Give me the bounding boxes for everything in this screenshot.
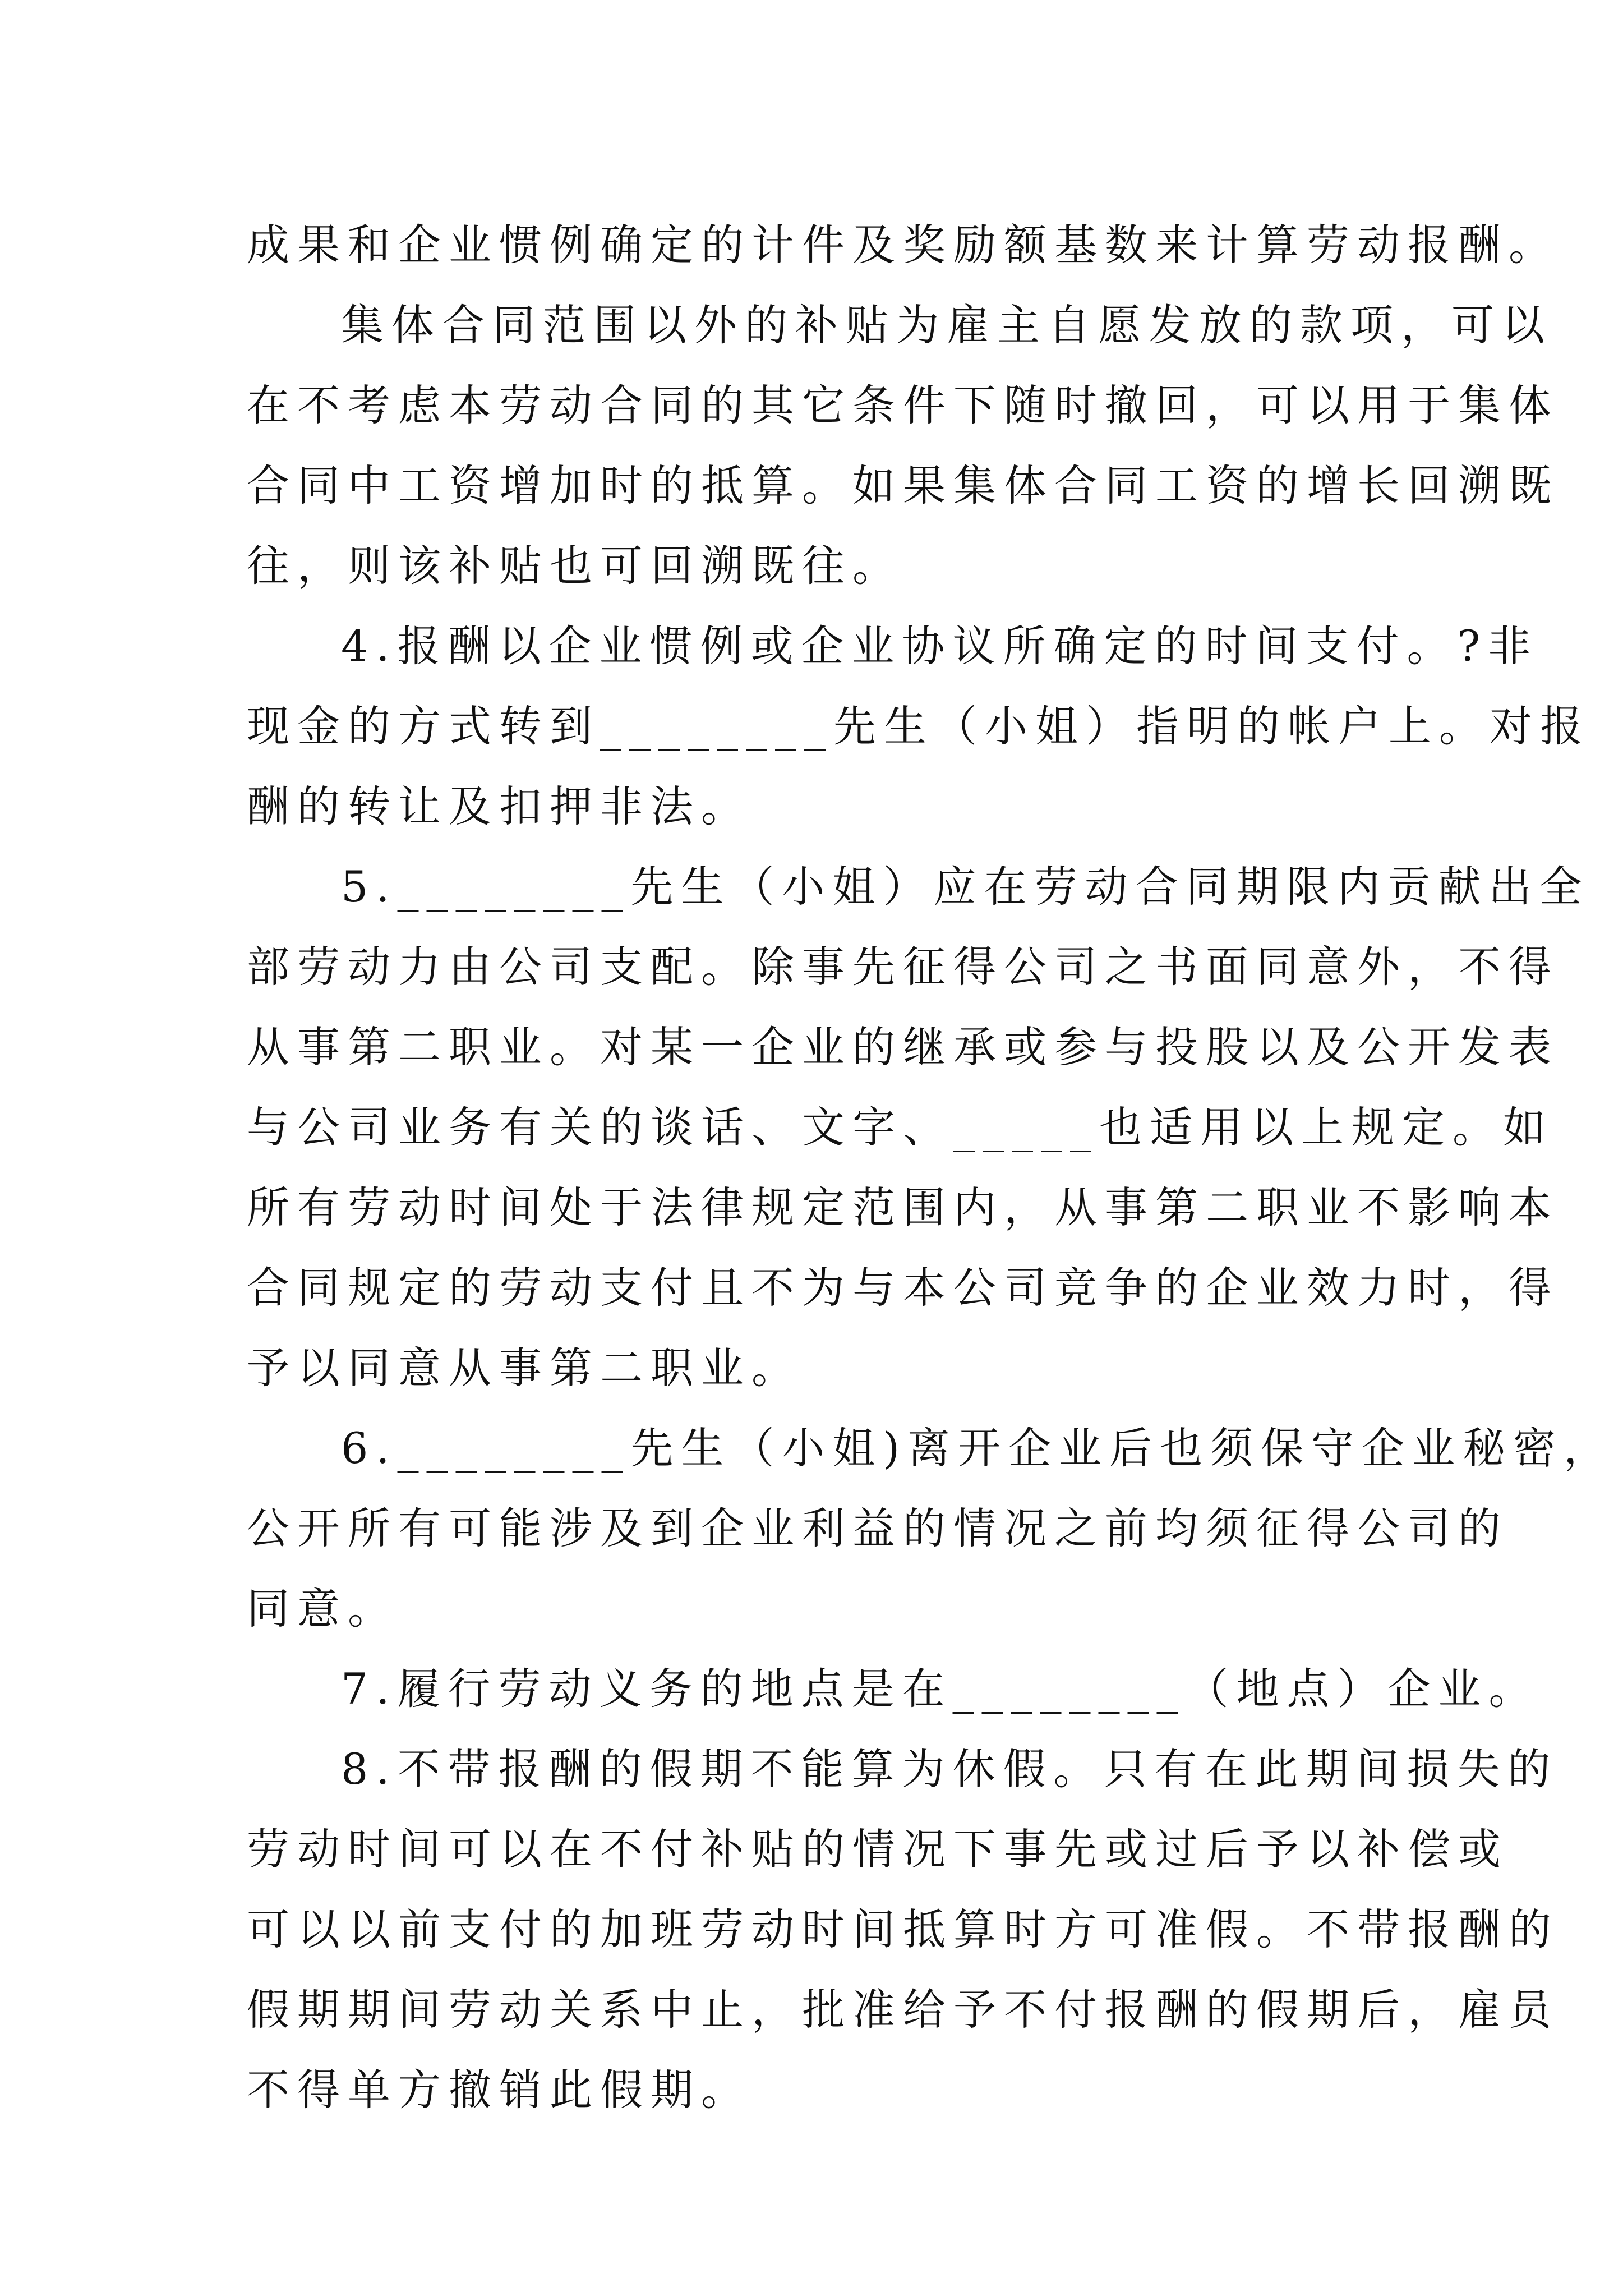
text-line: 公开所有可能涉及到企业利益的情况之前均须征得公司的	[247, 1503, 1509, 1553]
paragraph-first-line: 7.履行劳动义务的地点是在________（地点）企业。	[341, 1664, 1539, 1714]
text-line: 酬的转让及扣押非法。	[247, 781, 751, 831]
text-line: 部劳动力由公司支配。除事先征得公司之书面同意外，不得	[247, 942, 1559, 992]
text-line: 从事第二职业。对某一企业的继承或参与投股以及公开发表	[247, 1022, 1559, 1072]
paragraph-first-line: 集体合同范围以外的补贴为雇主自愿发放的款项，可以	[341, 300, 1552, 350]
text-line: 不得单方撤销此假期。	[247, 2065, 751, 2115]
text-line: 可以以前支付的加班劳动时间抵算时方可准假。不带报酬的	[247, 1904, 1559, 1954]
paragraph-first-line: 6.________先生（小姐)离开企业后也须保守企业秘密，	[341, 1423, 1615, 1473]
text-line: 所有劳动时间处于法律规定范围内，从事第二职业不影响本	[247, 1182, 1559, 1232]
text-line: 现金的方式转到________先生（小姐）指明的帐户上。对报	[247, 701, 1590, 751]
text-line: 合同规定的劳动支付且不为与本公司竞争的企业效力时，得	[247, 1263, 1559, 1313]
text-line: 往，则该补贴也可回溯既往。	[247, 541, 903, 591]
text-line: 成果和企业惯例确定的计件及奖励额基数来计算劳动报酬。	[247, 220, 1559, 270]
paragraph-first-line: 8.不带报酬的假期不能算为休假。只有在此期间损失的	[341, 1744, 1559, 1794]
text-line: 合同中工资增加时的抵算。如果集体合同工资的增长回溯既	[247, 461, 1559, 510]
contract-text-body	[247, 205, 1615, 2130]
paragraph-first-line: 4.报酬以企业惯例或企业协议所确定的时间支付。?非	[341, 621, 1539, 671]
text-line: 同意。	[247, 1584, 398, 1634]
text-line: 假期期间劳动关系中止，批准给予不付报酬的假期后，雇员	[247, 1985, 1559, 2035]
paragraph-first-line: 5.________先生（小姐）应在劳动合同期限内贡献出全	[341, 862, 1590, 912]
text-line: 与公司业务有关的谈话、文字、_____也适用以上规定。如	[247, 1102, 1553, 1152]
text-line: 予以同意从事第二职业。	[247, 1343, 802, 1393]
text-line: 劳动时间可以在不付补贴的情况下事先或过后予以补偿或	[247, 1824, 1509, 1874]
text-line: 在不考虑本劳动合同的其它条件下随时撤回，可以用于集体	[247, 380, 1559, 430]
